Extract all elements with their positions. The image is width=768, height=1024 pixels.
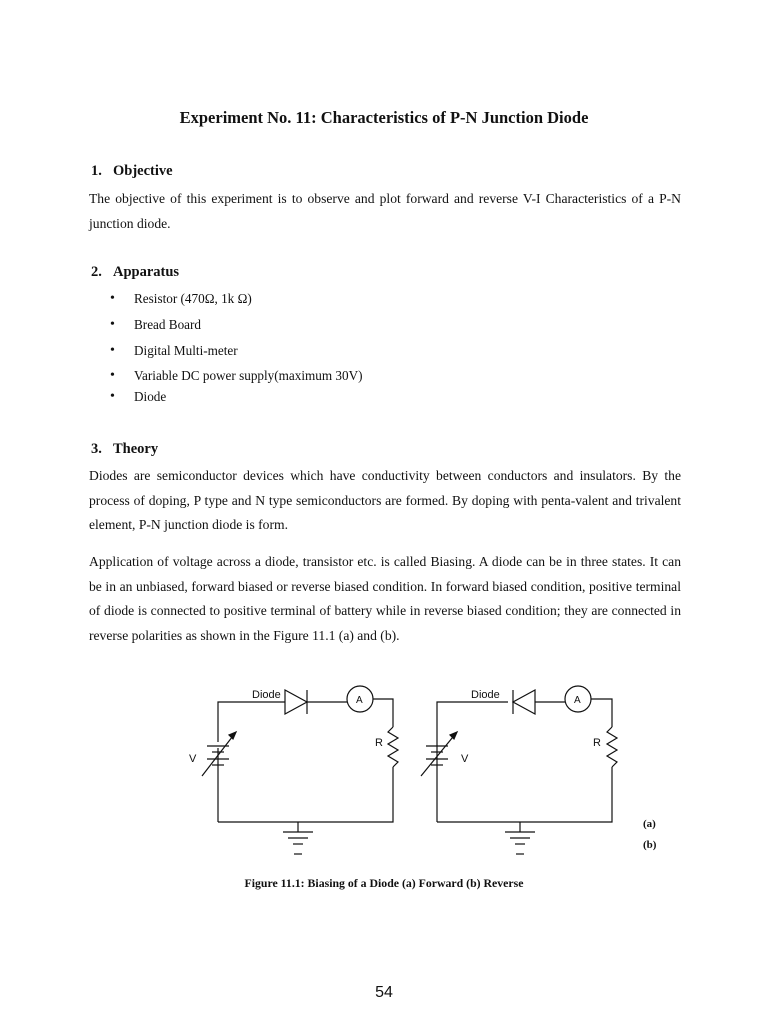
ground-icon [283, 822, 313, 854]
list-item: • Resistor (470Ω, 1k Ω) [112, 291, 252, 307]
apparatus-heading-text: Apparatus [113, 264, 180, 280]
objective-heading [91, 163, 173, 180]
diode-reverse-icon [513, 690, 535, 714]
diode-forward-icon [285, 690, 307, 714]
resistor-label: R [375, 737, 383, 749]
apparatus-number: 2. [91, 264, 102, 280]
page-number: 54 [375, 984, 393, 1001]
figure-label-b: (b) [643, 839, 657, 851]
figure-caption: Figure 11.1: Biasing of a Diode (a) Forward (b) Reverse [244, 876, 524, 890]
list-item: • Diode [112, 389, 166, 405]
list-item: • Bread Board [112, 317, 201, 333]
page-title: Experiment No. 11: Characteristics of P-N Junction Diode [179, 108, 589, 127]
resistor-icon [388, 727, 398, 767]
diode-label: Diode [252, 689, 281, 701]
resistor-icon [607, 727, 617, 767]
theory-heading-text: Theory [113, 441, 159, 457]
objective-heading-text: Objective [113, 163, 173, 179]
figure-label-a: (a) [643, 818, 656, 830]
source-label: V [189, 753, 197, 765]
theory-paragraph-2: Application of voltage across a diode, transistor etc. is called Biasing. A diode can be in three states. It can be in an unbiased, forward biased or reverse biased condition. In forward biased condition, positive terminal of diode is connected to positive terminal of battery while in reverse biased condition; they are connected in reverse polarities as shown in the Figure 11.1 (a) and (b). [89, 554, 681, 643]
variable-source-icon [202, 732, 236, 776]
biasing-circuit-figure [180, 672, 680, 862]
ammeter-label: A [356, 695, 363, 706]
objective-number: 1. [91, 163, 102, 179]
ground-icon [505, 822, 535, 854]
diode-label: Diode [471, 689, 500, 701]
theory-heading [91, 441, 158, 458]
list-item: • Digital Multi-meter [112, 343, 238, 359]
apparatus-heading [91, 264, 179, 281]
resistor-label: R [593, 737, 601, 749]
ammeter-label: A [574, 695, 581, 706]
list-item: • Variable DC power supply(maximum 30V) [112, 368, 363, 384]
theory-paragraph-1: Diodes are semiconductor devices which have conductivity between conductors and insulators. By the process of doping, P type and N type semiconductors are formed. By doping with penta-valent and trivalent element, P-N junction diode is form. [89, 468, 681, 532]
forward-bias-circuit [202, 686, 398, 854]
objective-text: The objective of this experiment is to observe and plot forward and reverse V-I Characteristics of a P-N junction diode. [89, 191, 681, 231]
reverse-bias-circuit [421, 686, 617, 854]
variable-source-icon [421, 732, 457, 776]
source-label: V [461, 753, 469, 765]
theory-number: 3. [91, 441, 102, 457]
